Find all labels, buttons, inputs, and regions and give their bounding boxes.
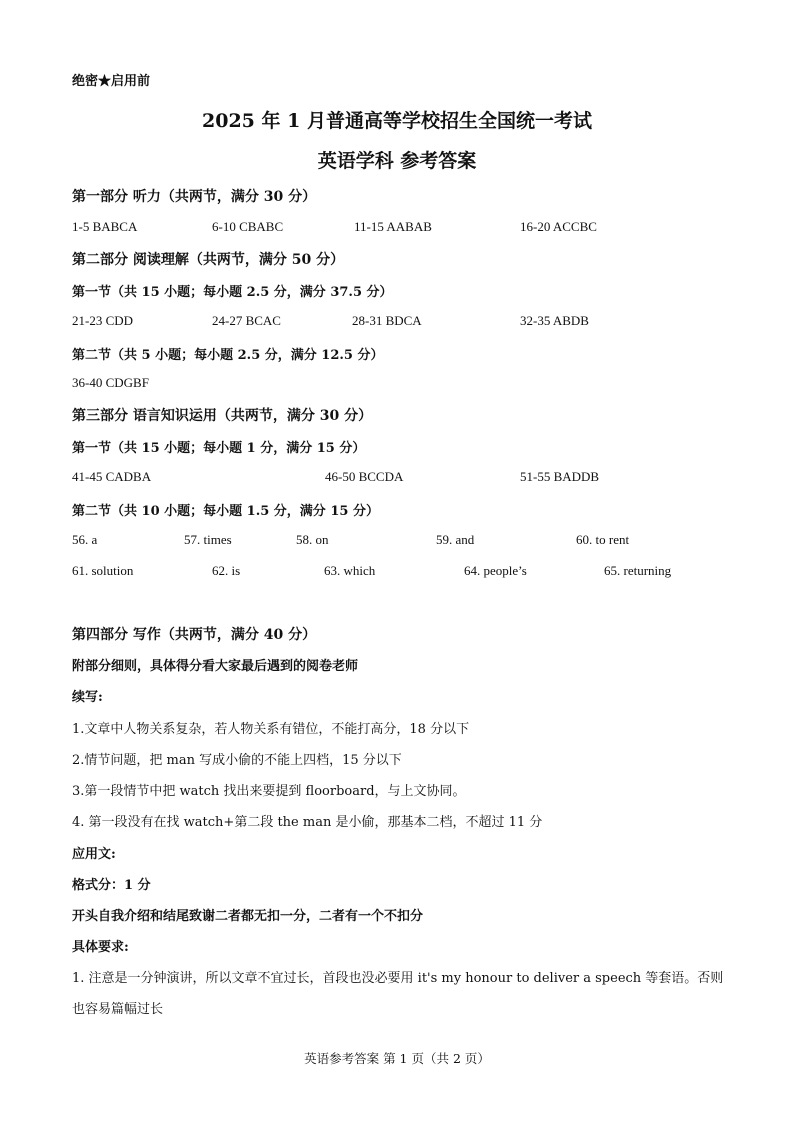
part1-heading: 第一部分 听力（共两节，满分 30 分）: [72, 189, 317, 205]
fill-answer: 58. on: [296, 532, 329, 547]
rule-item: 3.第一段情节中把 watch 找出来要提到 floorboard，与上文协同。: [72, 784, 466, 799]
answer-group: 32-35 ABDB: [520, 313, 589, 328]
answer-key-subtitle: 英语学科 参考答案: [317, 150, 477, 172]
rule-item: 1.文章中人物关系复杂，若人物关系有错位，不能打高分，18 分以下: [72, 722, 470, 737]
fill-answer: 65. returning: [604, 563, 672, 578]
confidential-mark: 绝密★启用前: [72, 74, 151, 89]
fill-answer: 61. solution: [72, 563, 134, 578]
requirement-item: 1. 注意是一分钟演讲，所以文章不宜过长，首段也没必要用 it's my honour to deliver a speech 等套语。否则: [72, 971, 724, 986]
answer-group: 24-27 BCAC: [212, 313, 281, 328]
part3-section1-heading: 第一节（共 15 小题；每小题 1 分，满分 15 分）: [72, 441, 366, 456]
answer-group: 51-55 BADDB: [520, 469, 600, 484]
fill-answer: 56. a: [72, 532, 98, 547]
fill-answer: 62. is: [212, 563, 241, 578]
rule-item: 2.情节问题，把 man 写成小偷的不能上四档，15 分以下: [72, 753, 402, 768]
page-footer: 英语参考答案 第 1 页（共 2 页）: [304, 1051, 490, 1066]
part4-heading: 第四部分 写作（共两节，满分 40 分）: [72, 627, 317, 643]
format-score: 格式分：1 分: [72, 878, 151, 893]
part3-section2-heading: 第二节（共 10 小题；每小题 1.5 分，满分 15 分）: [72, 504, 379, 519]
answer-group: 11-15 AABAB: [354, 219, 432, 234]
answer-group: 36-40 CDGBF: [72, 375, 149, 390]
format-rule: 开头自我介绍和结尾致谢二者都无扣一分，二者有一个不扣分: [72, 909, 424, 924]
answer-group: 16-20 ACCBC: [520, 219, 597, 234]
fill-answer: 64. people’s: [464, 563, 527, 578]
fill-answer: 63. which: [324, 563, 376, 578]
answer-group: 46-50 BCCDA: [325, 469, 404, 484]
exam-title: 2025 年 1 月普通高等学校招生全国统一考试: [202, 110, 592, 132]
part2-section1-heading: 第一节（共 15 小题；每小题 2.5 分，满分 37.5 分）: [72, 285, 393, 300]
answer-group: 6-10 CBABC: [212, 219, 284, 234]
answer-group: 41-45 CADBA: [72, 469, 152, 484]
requirements-label: 具体要求:: [72, 940, 129, 955]
rule-item: 4. 第一段没有在找 watch+第二段 the man 是小偷，那基本二档，不超过 11 分: [72, 815, 543, 830]
part3-heading: 第三部分 语言知识运用（共两节，满分 30 分）: [72, 408, 373, 424]
part2-section2-heading: 第二节（共 5 小题；每小题 2.5 分，满分 12.5 分）: [72, 348, 384, 363]
fill-answer: 60. to rent: [576, 532, 630, 547]
part2-heading: 第二部分 阅读理解（共两节，满分 50 分）: [72, 252, 345, 268]
continuation-label: 续写:: [72, 690, 103, 705]
grading-note: 附部分细则，具体得分看大家最后遇到的阅卷老师: [72, 659, 359, 674]
answer-group: 1-5 BABCA: [72, 219, 138, 234]
answer-group: 21-23 CDD: [72, 313, 134, 328]
answer-group: 28-31 BDCA: [352, 313, 422, 328]
fill-answer: 59. and: [436, 532, 475, 547]
requirement-item-continued: 也容易篇幅过长: [72, 1002, 164, 1017]
practical-label: 应用文:: [72, 847, 116, 862]
fill-answer: 57. times: [184, 532, 232, 547]
